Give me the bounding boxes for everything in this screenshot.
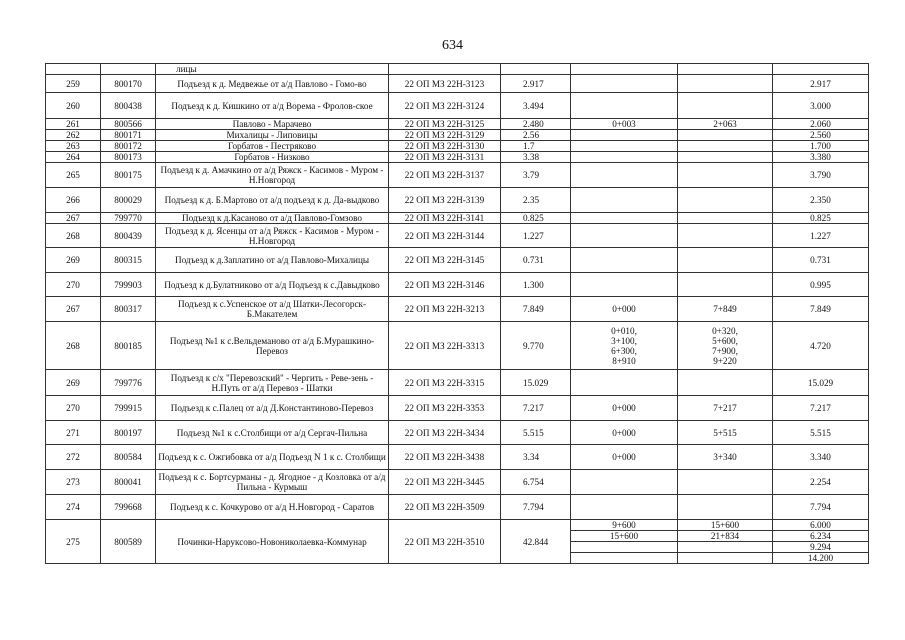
road-length: 2.917 xyxy=(501,75,571,93)
registry-number: 22 ОП МЗ 22Н-3445 xyxy=(389,470,501,495)
section-length: 2.917 xyxy=(773,75,869,93)
section-end: 3+340 xyxy=(678,445,773,470)
road-name: Подъезд к с.Палец от а/д Д.Константиново-Перевоз xyxy=(156,396,389,421)
road-code: 800172 xyxy=(101,141,156,152)
road-name: Подъезд к д. Медвежье от а/д Павлово - Гомо-во xyxy=(156,75,389,93)
section-start: 0+000 xyxy=(571,445,678,470)
section-end xyxy=(678,370,773,396)
row-number: 262 xyxy=(46,130,101,141)
row-number: 271 xyxy=(46,421,101,445)
section-start xyxy=(571,188,678,213)
registry-number: 22 ОП МЗ 22Н-3145 xyxy=(389,248,501,273)
registry-number: 22 ОП МЗ 22Н-3131 xyxy=(389,152,501,163)
section-length: 14.200 xyxy=(773,553,869,564)
road-name: Подъезд к д. Ясенцы от а/д Ряжск - Касимов - Муром - Н.Новгород xyxy=(156,224,389,248)
section-start xyxy=(571,495,678,520)
section-start xyxy=(571,370,678,396)
road-code: 800041 xyxy=(101,470,156,495)
section-start xyxy=(571,163,678,188)
section-length: 3.000 xyxy=(773,93,869,119)
road-length: 5.515 xyxy=(501,421,571,445)
road-code: 799903 xyxy=(101,273,156,297)
section-end: 7+849 xyxy=(678,297,773,322)
road-length: 7.794 xyxy=(501,495,571,520)
section-end xyxy=(678,163,773,188)
table-row xyxy=(46,495,869,520)
section-length: 2.254 xyxy=(773,470,869,495)
section-start: 0+010, 3+100, 6+300, 8+910 xyxy=(571,322,678,370)
section-length: 2.350 xyxy=(773,188,869,213)
section-end xyxy=(678,141,773,152)
section-start xyxy=(571,470,678,495)
section-length: 7.217 xyxy=(773,396,869,421)
table-row xyxy=(46,75,869,93)
registry-number: 22 ОП МЗ 22Н-3146 xyxy=(389,273,501,297)
road-length: 2.35 xyxy=(501,188,571,213)
section-end xyxy=(678,213,773,224)
road-name: Починки-Наруксово-Новониколаевка-Коммунар xyxy=(156,520,389,564)
section-end: 5+515 xyxy=(678,421,773,445)
section-end xyxy=(678,542,773,553)
road-code: 800438 xyxy=(101,93,156,119)
section-end xyxy=(678,224,773,248)
row-number: 269 xyxy=(46,248,101,273)
road-name: Горбатов - Пестряково xyxy=(156,141,389,152)
road-code: 800197 xyxy=(101,421,156,445)
section-length: 4.720 xyxy=(773,322,869,370)
row-number: 260 xyxy=(46,93,101,119)
road-length: 3.38 xyxy=(501,152,571,163)
registry-number: 22 ОП МЗ 22Н-3139 xyxy=(389,188,501,213)
section-start xyxy=(571,213,678,224)
section-end: 21+834 xyxy=(678,531,773,542)
registry-number: 22 ОП МЗ 22Н-3510 xyxy=(389,520,501,564)
section-end xyxy=(678,188,773,213)
road-length: 15.029 xyxy=(501,370,571,396)
table-row xyxy=(46,130,869,141)
row-number: 265 xyxy=(46,163,101,188)
section-start xyxy=(571,553,678,564)
road-code: 800029 xyxy=(101,188,156,213)
section-end: 7+217 xyxy=(678,396,773,421)
road-length: 1.300 xyxy=(501,273,571,297)
road-length: 2.480 xyxy=(501,119,571,130)
section-length: 7.849 xyxy=(773,297,869,322)
row-number: 264 xyxy=(46,152,101,163)
table-row xyxy=(46,188,869,213)
row-number: 274 xyxy=(46,495,101,520)
section-length: 3.790 xyxy=(773,163,869,188)
road-length: 3.494 xyxy=(501,93,571,119)
road-length: 9.770 xyxy=(501,322,571,370)
table-row xyxy=(46,93,869,119)
table-row xyxy=(46,273,869,297)
section-length: 5.515 xyxy=(773,421,869,445)
registry-number: 22 ОП МЗ 22Н-3313 xyxy=(389,322,501,370)
table-row xyxy=(46,163,869,188)
section-start: 0+000 xyxy=(571,396,678,421)
road-name: Подъезд к д.Касаново от а/д Павлово-Гомзово xyxy=(156,213,389,224)
road-length: 42.844 xyxy=(501,520,571,564)
registry-number: 22 ОП МЗ 22Н-3130 xyxy=(389,141,501,152)
road-length: 3.34 xyxy=(501,445,571,470)
section-start: 0+003 xyxy=(571,119,678,130)
road-name: Горбатов - Низково xyxy=(156,152,389,163)
section-length: 6.234 xyxy=(773,531,869,542)
road-length: 6.754 xyxy=(501,470,571,495)
section-end: 15+600 xyxy=(678,520,773,531)
section-end xyxy=(678,93,773,119)
row-number: 267 xyxy=(46,297,101,322)
section-start xyxy=(571,542,678,553)
section-start xyxy=(571,273,678,297)
road-name: Подъезд к с/х "Перевозский" - Чергить - Реве-зень - Н.Путь от а/д Перевоз - Шатки xyxy=(156,370,389,396)
section-start xyxy=(571,248,678,273)
row-number: 267 xyxy=(46,213,101,224)
road-table xyxy=(45,63,869,564)
section-end xyxy=(678,130,773,141)
road-code: 800175 xyxy=(101,163,156,188)
registry-number: 22 ОП МЗ 22Н-3141 xyxy=(389,213,501,224)
road-name: Подъезд к д. Кишкино от а/д Ворема - Фролов-ское xyxy=(156,93,389,119)
table-row xyxy=(46,370,869,396)
section-end xyxy=(678,75,773,93)
table-row xyxy=(46,152,869,163)
row-number: 273 xyxy=(46,470,101,495)
row-number: 259 xyxy=(46,75,101,93)
registry-number: 22 ОП МЗ 22Н-3123 xyxy=(389,75,501,93)
registry-number: 22 ОП МЗ 22Н-3434 xyxy=(389,421,501,445)
registry-number: 22 ОП МЗ 22Н-3438 xyxy=(389,445,501,470)
continuation-row xyxy=(46,64,869,75)
table-row xyxy=(46,396,869,421)
road-length: 0.825 xyxy=(501,213,571,224)
road-code: 800170 xyxy=(101,75,156,93)
registry-number: 22 ОП МЗ 22Н-3129 xyxy=(389,130,501,141)
road-length: 7.217 xyxy=(501,396,571,421)
registry-number: 22 ОП МЗ 22Н-3144 xyxy=(389,224,501,248)
section-end xyxy=(678,248,773,273)
section-start xyxy=(571,130,678,141)
section-length: 7.794 xyxy=(773,495,869,520)
table-row xyxy=(46,297,869,322)
table-row xyxy=(46,421,869,445)
road-code: 799776 xyxy=(101,370,156,396)
row-number: 261 xyxy=(46,119,101,130)
road-code: 800584 xyxy=(101,445,156,470)
road-name: Подъезд к д. Б.Мартово от а/д подъезд к д. Да-выдково xyxy=(156,188,389,213)
section-end xyxy=(678,273,773,297)
row-number: 263 xyxy=(46,141,101,152)
section-length: 2.560 xyxy=(773,130,869,141)
section-length: 1.700 xyxy=(773,141,869,152)
table-row xyxy=(46,322,869,370)
table-row xyxy=(46,213,869,224)
registry-number: 22 ОП МЗ 22Н-3353 xyxy=(389,396,501,421)
section-start xyxy=(571,93,678,119)
registry-number: 22 ОП МЗ 22Н-3213 xyxy=(389,297,501,322)
section-start xyxy=(571,75,678,93)
road-name: Подъезд №1 к с.Столбищи от а/д Сергач-Пильна xyxy=(156,421,389,445)
registry-number: 22 ОП МЗ 22Н-3509 xyxy=(389,495,501,520)
road-name: Михалицы - Липовицы xyxy=(156,130,389,141)
row-number: 268 xyxy=(46,322,101,370)
road-code: 799668 xyxy=(101,495,156,520)
registry-number: 22 ОП МЗ 22Н-3315 xyxy=(389,370,501,396)
road-length: 3.79 xyxy=(501,163,571,188)
road-code: 800185 xyxy=(101,322,156,370)
section-length: 6.000 xyxy=(773,520,869,531)
road-name: Подъезд к с. Ожгибовка от а/д Подъезд N 1 к с. Столбищи xyxy=(156,445,389,470)
section-length: 0.731 xyxy=(773,248,869,273)
road-code: 799915 xyxy=(101,396,156,421)
section-length: 2.060 xyxy=(773,119,869,130)
road-length: 7.849 xyxy=(501,297,571,322)
road-name: Павлово - Марачево xyxy=(156,119,389,130)
table-row xyxy=(46,119,869,130)
table-row xyxy=(46,248,869,273)
section-end xyxy=(678,553,773,564)
road-name: Подъезд к д. Амачкино от а/д Ряжск - Касимов - Муром - Н.Новгород xyxy=(156,163,389,188)
section-start xyxy=(571,152,678,163)
section-end xyxy=(678,495,773,520)
section-start: 15+600 xyxy=(571,531,678,542)
road-code: 800315 xyxy=(101,248,156,273)
road-name: Подъезд к д.Булатниково от а/д Подъезд к с.Давыдково xyxy=(156,273,389,297)
road-code: 800589 xyxy=(101,520,156,564)
road-code: 800439 xyxy=(101,224,156,248)
road-length: 0.731 xyxy=(501,248,571,273)
section-length: 1.227 xyxy=(773,224,869,248)
section-start xyxy=(571,141,678,152)
section-length: 0.825 xyxy=(773,213,869,224)
section-start: 9+600 xyxy=(571,520,678,531)
road-name: Подъезд к с. Бортсурманы - д. Ягодное - д Козловка от а/д Пильна - Курмыш xyxy=(156,470,389,495)
registry-number: 22 ОП МЗ 22Н-3137 xyxy=(389,163,501,188)
row-number: 275 xyxy=(46,520,101,564)
page-number: 634 xyxy=(442,38,463,53)
continuation-text: лицы xyxy=(156,64,389,75)
road-code: 800173 xyxy=(101,152,156,163)
table-row xyxy=(46,520,869,531)
section-end xyxy=(678,470,773,495)
road-code: 800317 xyxy=(101,297,156,322)
road-name: Подъезд к с.Успенское от а/д Шатки-Лесогорск-Б.Макателем xyxy=(156,297,389,322)
section-end xyxy=(678,152,773,163)
road-code: 800566 xyxy=(101,119,156,130)
road-length: 1.7 xyxy=(501,141,571,152)
section-length: 3.340 xyxy=(773,445,869,470)
section-length: 0.995 xyxy=(773,273,869,297)
road-name: Подъезд к с. Кочкурово от а/д Н.Новгород - Саратов xyxy=(156,495,389,520)
section-end: 0+320, 5+600, 7+900, 9+220 xyxy=(678,322,773,370)
row-number: 266 xyxy=(46,188,101,213)
row-number: 270 xyxy=(46,396,101,421)
section-start xyxy=(571,224,678,248)
section-start: 0+000 xyxy=(571,297,678,322)
row-number: 268 xyxy=(46,224,101,248)
table-row xyxy=(46,224,869,248)
road-length: 1.227 xyxy=(501,224,571,248)
road-code: 800171 xyxy=(101,130,156,141)
road-name: Подъезд №1 к с.Вельдеманово от а/д Б.Мурашкино-Перевоз xyxy=(156,322,389,370)
road-length: 2.56 xyxy=(501,130,571,141)
section-length: 3.380 xyxy=(773,152,869,163)
row-number: 272 xyxy=(46,445,101,470)
section-end: 2+063 xyxy=(678,119,773,130)
road-name: Подъезд к д.Заплатино от а/д Павлово-Михалицы xyxy=(156,248,389,273)
table-row xyxy=(46,141,869,152)
registry-number: 22 ОП МЗ 22Н-3124 xyxy=(389,93,501,119)
row-number: 269 xyxy=(46,370,101,396)
table-row xyxy=(46,470,869,495)
registry-number: 22 ОП МЗ 22Н-3125 xyxy=(389,119,501,130)
table-row xyxy=(46,445,869,470)
section-length: 15.029 xyxy=(773,370,869,396)
section-start: 0+000 xyxy=(571,421,678,445)
section-length: 9.294 xyxy=(773,542,869,553)
road-code: 799770 xyxy=(101,213,156,224)
row-number: 270 xyxy=(46,273,101,297)
